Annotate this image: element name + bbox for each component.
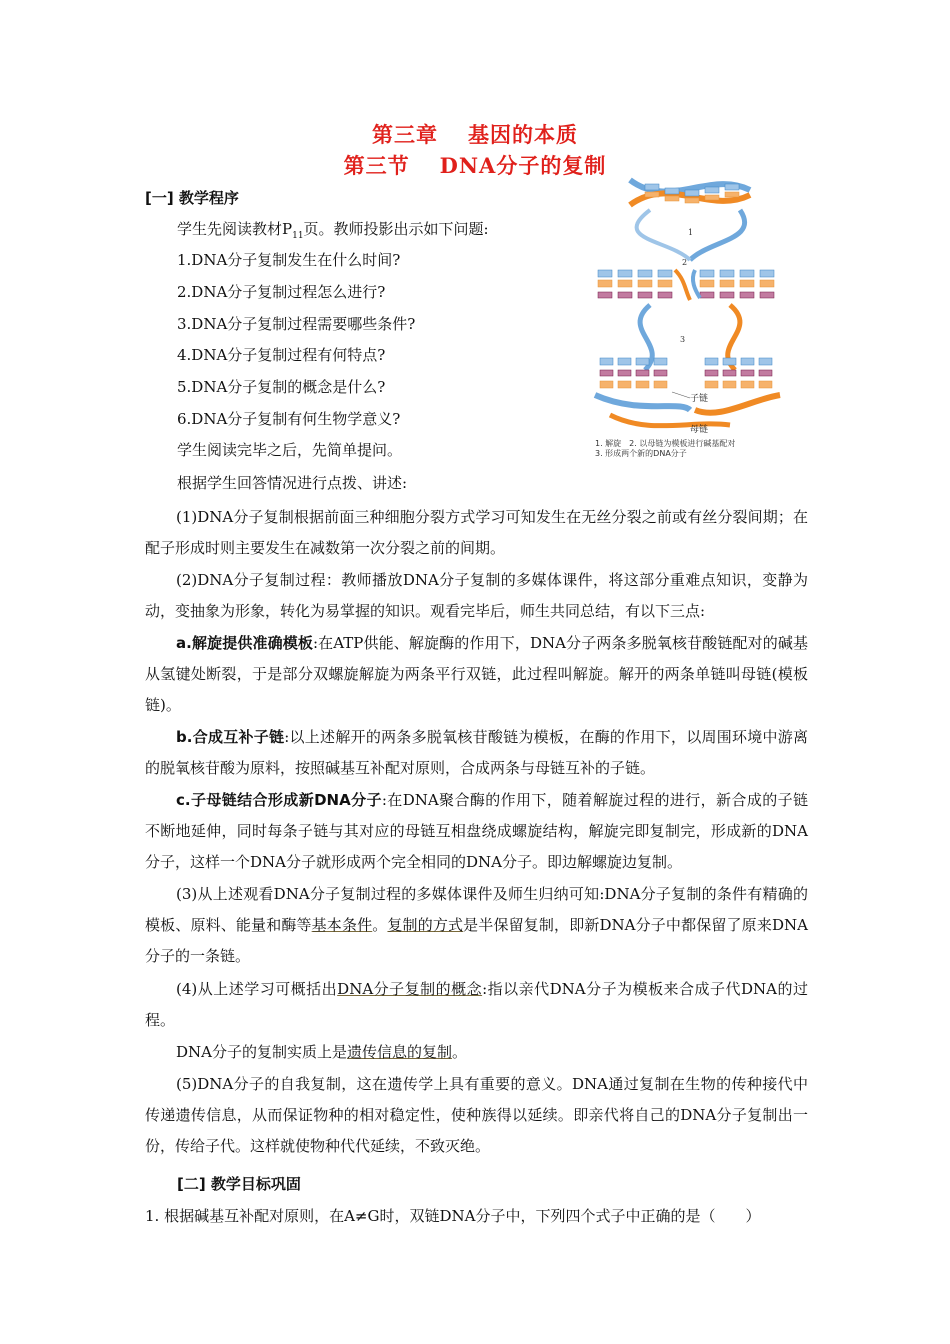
step-b-label: b.合成互补子链 <box>176 728 285 746</box>
paragraph-5: (5)DNA分子的自我复制，这在遗传学上具有重要的意义。DNA通过复制在生物的传种接代中传递遗传信息，从而保证物种的相对稳定性，使种族得以延续。即亲代将自己的DNA分子复制出一份，传给子代。这样就使物种代代延续，不致灭绝。 <box>145 1075 808 1155</box>
step-2-label: 2 <box>682 258 688 267</box>
step-a-label: a.解旋提供准确模板 <box>176 634 313 652</box>
p3-text-b: 。 <box>372 916 388 934</box>
essence-text-a: DNA分子的复制实质上是 <box>176 1043 347 1061</box>
question-4: 4.DNA分子复制过程有何特点? <box>177 346 386 364</box>
section-name: DNA分子的复制 <box>439 153 607 178</box>
step-c-label: c.子母链结合形成新DNA分子 <box>176 791 382 809</box>
step-3-label: 3 <box>680 335 686 344</box>
genetic-info-term: 遗传信息的复制 <box>347 1043 453 1061</box>
essence-text-b: 。 <box>452 1043 468 1061</box>
intro-page-sub: 11 <box>292 231 304 241</box>
after-reading: 学生阅读完毕之后，先简单提问。 <box>177 441 403 459</box>
question-2: 2.DNA分子复制过程怎么进行? <box>177 283 386 301</box>
step-c-text: :在DNA聚合酶的作用下，随着解旋过程的进行，新合成的子链不断地延伸，同时每条子链与其对应的母链互相盘绕成螺旋结构，解旋完即复制完，形成新的DNA分子，这样一个DNA分子就形成两个完全相同的DNA分子。即边解螺旋边复制。 <box>145 791 808 871</box>
paragraph-3 <box>145 879 808 972</box>
paragraph-a <box>145 628 808 721</box>
question-1: 1.DNA分子复制发生在什么时间? <box>177 251 401 269</box>
figure-caption-2: 3. 形成两个新的DNA分子 <box>595 449 687 458</box>
p4-text-b: :指以亲代DNA分子为模板来合成子代DNA的过程。 <box>145 980 808 1029</box>
part2-heading: [二] 教学目标巩固 <box>177 1175 301 1193</box>
paragraph-1: (1)DNA分子复制根据前面三种细胞分裂方式学习可知发生在无丝分裂之前或有丝分裂间期；在配子形成时则主要发生在减数第一次分裂之前的间期。 <box>145 508 808 557</box>
part1-heading: [一] 教学程序 <box>145 189 239 207</box>
figure-caption-1: 1. 解旋 2. 以母链为模板进行碱基配对 <box>595 439 736 448</box>
exercise-question-1: 1. 根据碱基互补配对原则，在A≠G时，双链DNA分子中，下列四个式子中正确的是（ ） <box>145 1207 761 1225</box>
daughter-strand-label: 子链 <box>690 394 709 404</box>
chapter-title <box>0 119 950 149</box>
basic-conditions-term: 基本条件 <box>311 916 373 934</box>
intro-line <box>177 219 489 246</box>
paragraph-c <box>145 785 808 878</box>
question-6: 6.DNA分子复制有何生物学意义? <box>177 410 401 428</box>
replication-mode-term: 复制的方式 <box>387 916 464 934</box>
question-3: 3.DNA分子复制过程需要哪些条件? <box>177 315 416 333</box>
intro-text-b: 页。教师投影出示如下问题: <box>303 220 489 238</box>
p4-text-a: (4)从上述学习可概括出 <box>176 980 338 998</box>
paragraph-2: (2)DNA分子复制过程：教师播放DNA分子复制的多媒体课件，将这部分重难点知识，变静为动，变抽象为形象，转化为易掌握的知识。观看完毕后，师生共同总结，有以下三点: <box>145 571 808 620</box>
p3-text-c: 是半保留复制，即新DNA分子中都保留了原来DNA分子的一条链。 <box>145 916 808 965</box>
dna-replication-diagram <box>590 170 785 460</box>
mother-strand-label: 母链 <box>690 425 709 435</box>
question-5: 5.DNA分子复制的概念是什么? <box>177 378 386 396</box>
replication-concept-term: DNA分子复制的概念 <box>337 980 483 998</box>
step-b-text: :以上述解开的两条多脱氧核苷酸链为模板，在酶的作用下，以周围环境中游离的脱氧核苷酸为原料，按照碱基互补配对原则，合成两条与母链互补的子链。 <box>145 728 808 777</box>
section-number: 第三节 <box>343 153 410 178</box>
section-title <box>0 150 950 180</box>
step-1-label: 1 <box>688 228 694 237</box>
p3-text-a: (3)从上述观看DNA分子复制过程的多媒体课件及师生归纳可知:DNA分子复制的条件有精确的模板、原料、能量和酶等 <box>145 885 808 934</box>
chapter-name: 基因的本质 <box>468 122 578 147</box>
paragraph-essence <box>145 1037 808 1068</box>
step-a-text: :在ATP供能、解旋酶的作用下，DNA分子两条多脱氧核苷酸链配对的碱基从氢键处断裂，于是部分双螺旋解旋为两条平行双链，此过程叫解旋。解开的两条单链叫母链(模板链)。 <box>145 634 808 714</box>
chapter-number: 第三章 <box>372 122 438 147</box>
intro-text-a: 学生先阅读教材P <box>177 220 293 238</box>
guidance: 根据学生回答情况进行点拨、讲述: <box>177 474 408 492</box>
paragraph-b <box>145 722 808 784</box>
paragraph-4 <box>145 974 808 1036</box>
